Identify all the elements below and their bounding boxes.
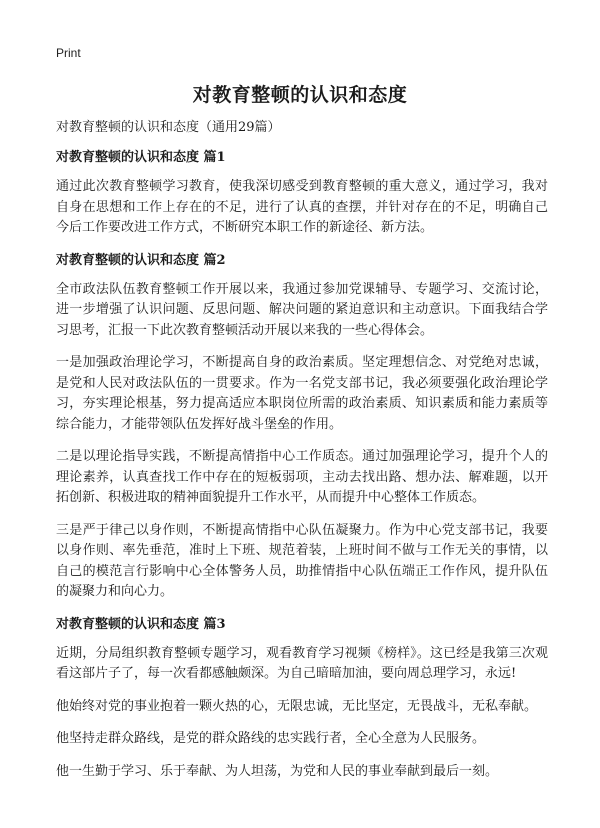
document-subtitle: 对教育整顿的认识和态度（通用29篇） <box>56 120 281 135</box>
paragraph: 三是严于律己以身作则，不断提高情指中心队伍凝聚力。作为中心党支部书记，我要以身作则、率先垂范，准时上下班、规范着装，上班时间不做与工作无关的事情，以自己的模范言行影响中心全体警务人员，助推情指中心队伍端正工作作风，提升队伍的凝聚力和向心力。 <box>56 522 548 599</box>
section-heading: 对教育整顿的认识和态度 篇2 <box>56 252 226 268</box>
paragraph: 他始终对党的事业抱着一颗火热的心，无限忠诚，无比坚定，无畏战斗，无私奉献。 <box>56 698 538 714</box>
document-body <box>56 118 548 794</box>
paragraph: 他坚持走群众路线，是党的群众路线的忠实践行者，全心全意为人民服务。 <box>56 731 486 746</box>
paragraph: 通过此次教育整顿学习教育，使我深切感受到教育整顿的重大意义，通过学习，我对自身在思想和工作上存在的不足，进行了认真的查摆，并针对存在的不足，明确自己今后工作要改进工作方式，不断研究本职工作的新途径、新方法。 <box>56 179 548 235</box>
section-heading: 对教育整顿的认识和态度 篇1 <box>56 150 226 165</box>
paragraph: 他一生勤于学习、乐于奉献、为人坦荡，为党和人民的事业奉献到最后一刻。 <box>56 763 499 779</box>
paragraph: 全市政法队伍教育整顿工作开展以来，我通过参加党课辅导、专题学习、交流讨论，进一步增强了认识问题、反思问题、解决问题的紧迫意识和主动意识。下面我结合学习思考，汇报一下此次教育整顿活动开展以来我的一些心得体会。 <box>56 281 548 338</box>
paragraph: 近期，分局组织教育整顿专题学习，观看教育学习视频《榜样》。这已经是我第三次观看这部片子了，每一次看都感触颇深。为自己暗暗加油，要向周总理学习，永远! <box>56 645 548 681</box>
paragraph: 二是以理论指导实践，不断提高情指中心工作质态。通过加强理论学习，提升个人的理论素养，认真查找工作中存在的短板弱项，主动去找出路、想办法、解难题，以开拓创新、积极进取的精神面貌提升工作水平，从而提升中心整体工作质态。 <box>56 449 548 505</box>
page-title: 对教育整顿的认识和态度 <box>192 84 408 106</box>
section-heading: 对教育整顿的认识和态度 篇3 <box>56 616 226 632</box>
print-link[interactable]: Print <box>56 46 81 60</box>
section-1 <box>56 148 548 239</box>
paragraph: 一是加强政治理论学习，不断提高自身的政治素质。坚定理想信念、对党绝对忠诚，是党和人民对政法队伍的一贯要求。作为一名党支部书记，我必须要强化政治理论学习，夯实理论根基，努力提高适应本职岗位所需的政治素质、知识素质和能力素质等综合能力，才能带领队伍发挥好战斗堡垒的作用。 <box>56 355 548 432</box>
section-3 <box>56 615 548 783</box>
section-2 <box>56 251 548 603</box>
